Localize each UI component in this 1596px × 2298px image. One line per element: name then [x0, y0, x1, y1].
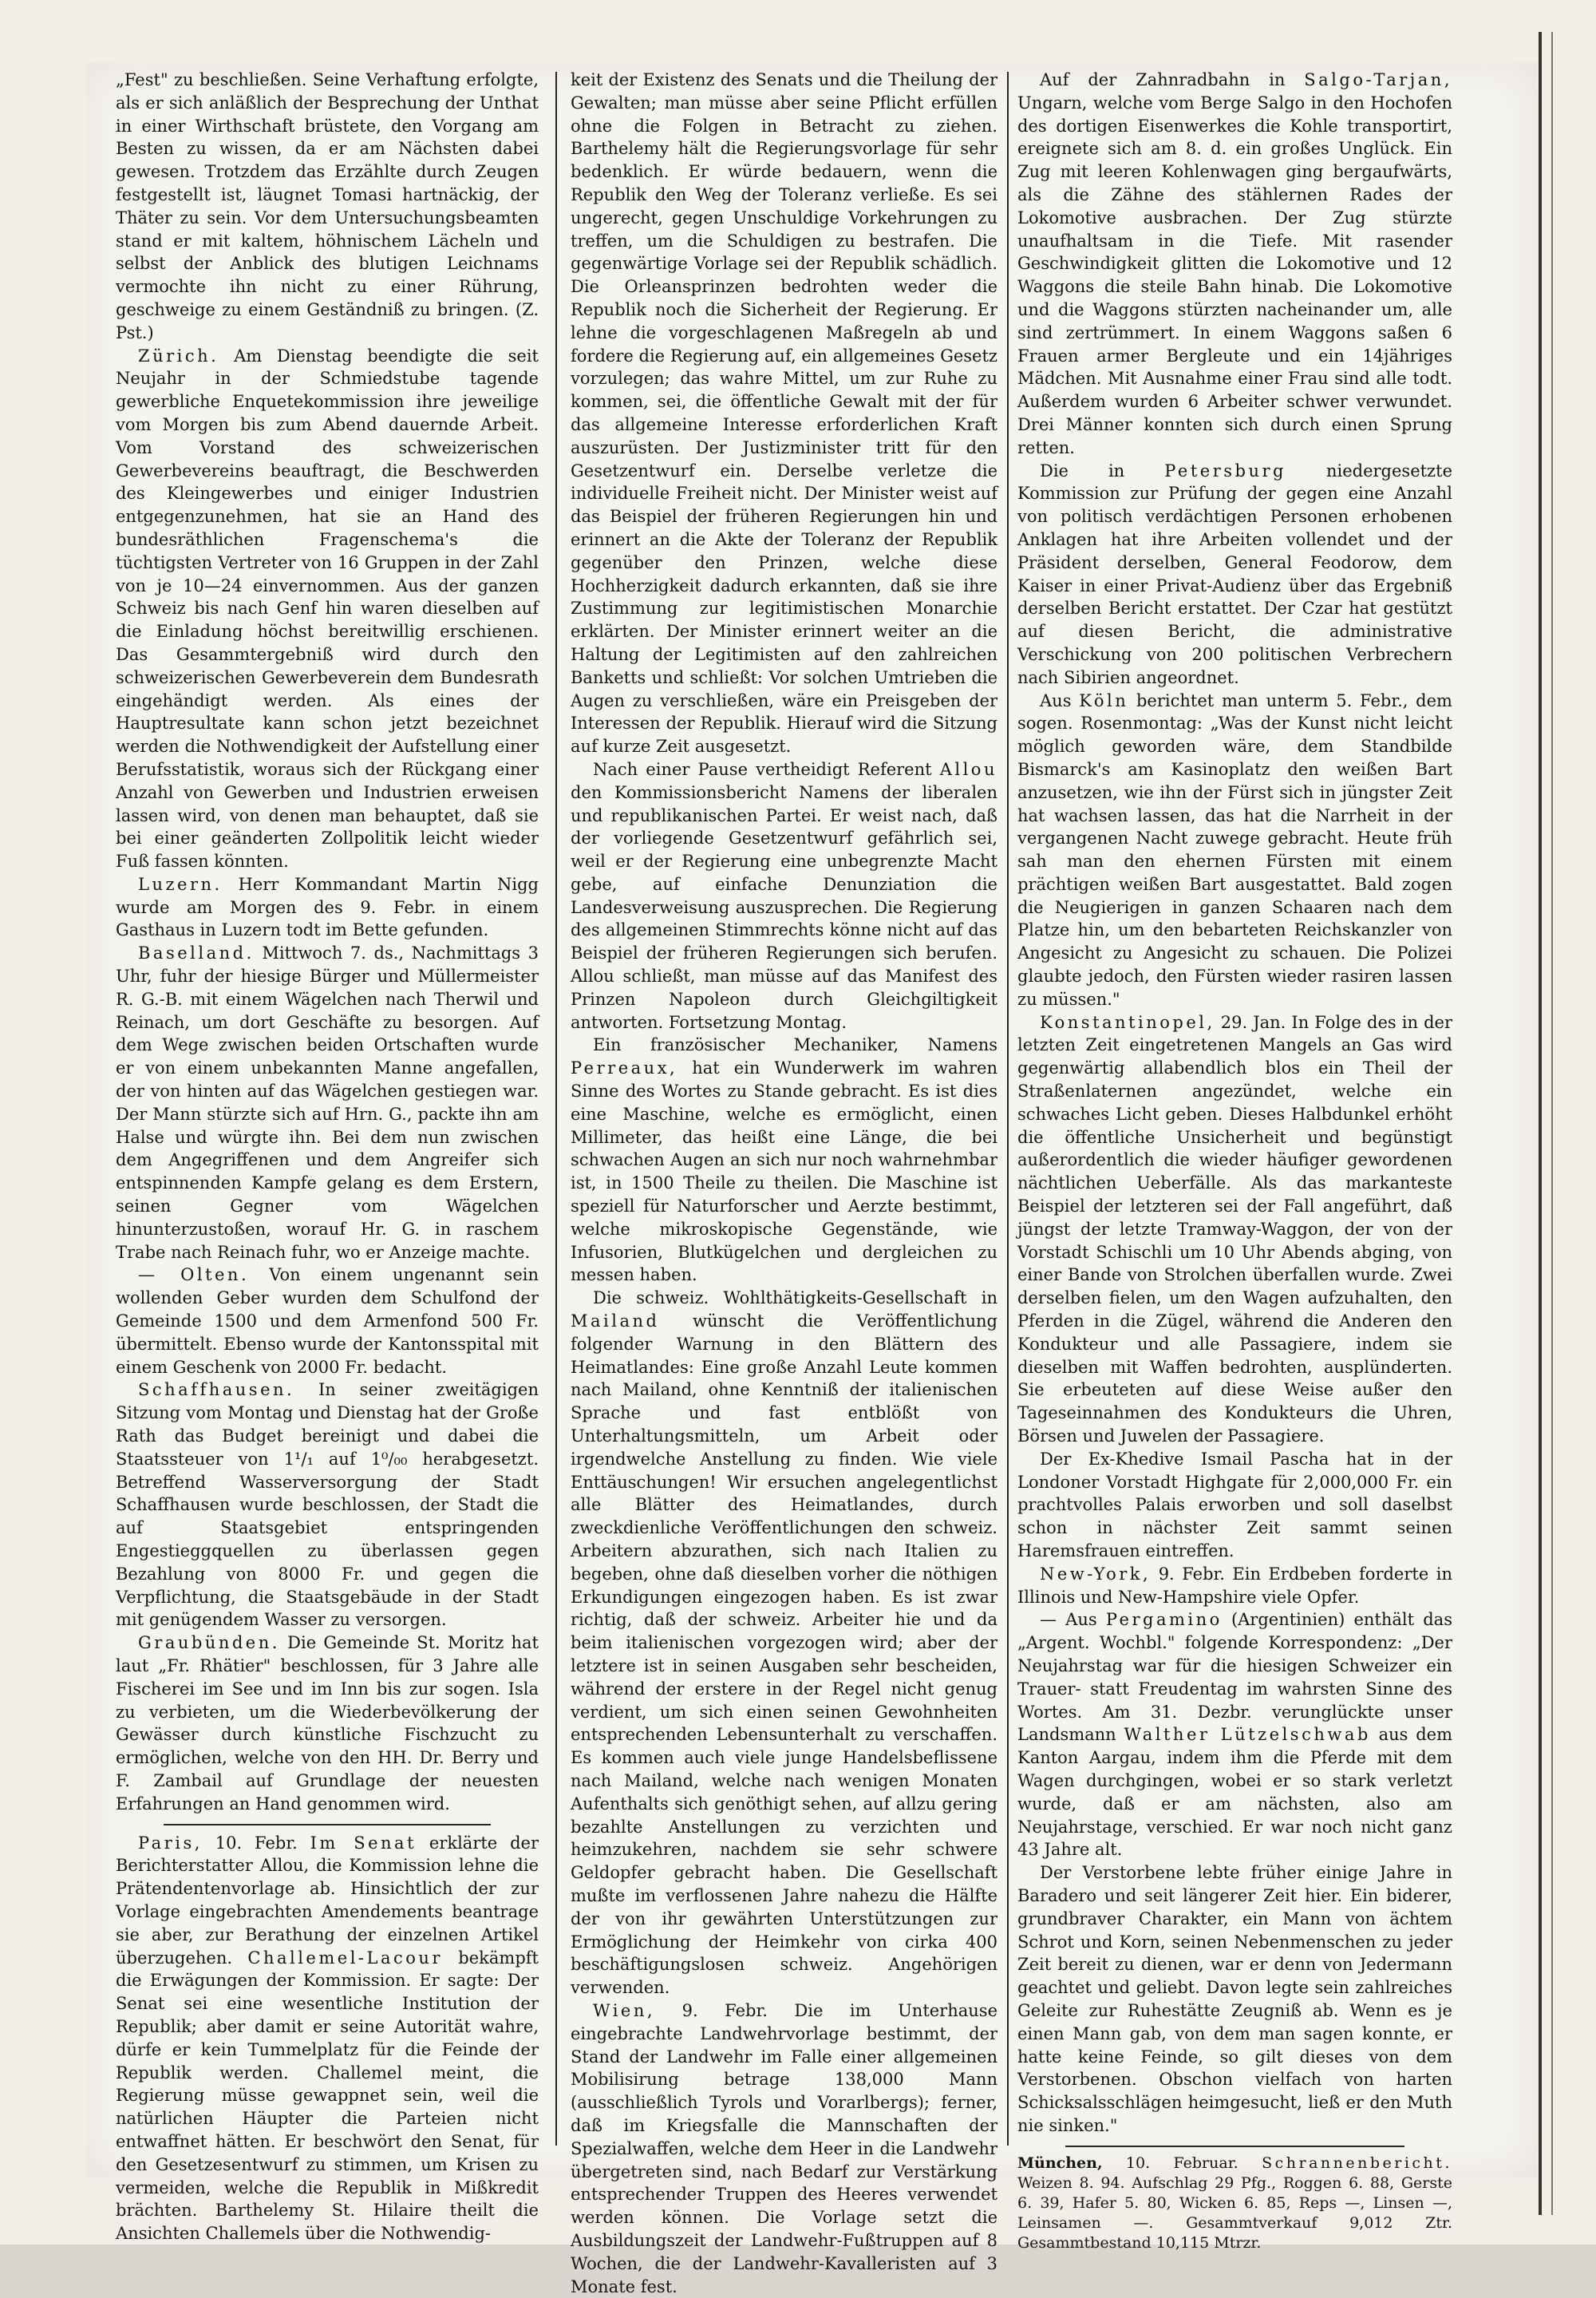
article-tomasi	[116, 69, 539, 345]
dateline-place: Schaffhausen.	[138, 1380, 295, 1400]
article-text: Ein französischer Mechaniker, Namens	[593, 1035, 998, 1055]
article-perreaux	[571, 1034, 998, 1287]
dateline-place: Wien,	[593, 2000, 656, 2020]
article-pergamino	[1017, 1608, 1452, 1861]
article-luzern	[116, 873, 539, 942]
article-schaffhausen	[116, 1378, 539, 1632]
dateline-place: — Olten.	[138, 1265, 250, 1285]
dateline-place: Paris,	[138, 1833, 203, 1853]
article-new-york	[1017, 1563, 1452, 1609]
article-wien	[571, 1999, 998, 2298]
page-edge-line-secondary	[1551, 32, 1553, 2215]
article-text: Der Ex-Khedive Ismail Pascha hat in der Londoner Vorstadt Highgate für 2,000,000 Fr. ein prachtvolles Palais erworben und soll daselbst schon in nächster Zeit sammt seinen Haremsfrauen eintreffen.	[1017, 1449, 1452, 1560]
dateline-place: Mailand	[571, 1311, 660, 1331]
column-3	[1017, 69, 1452, 2252]
emphasis-name: Walther Lützelschwab	[1124, 1725, 1371, 1745]
article-text: berichtet man unterm 5. Febr., dem sogen. Rosenmontag: „Was der Kunst nicht leicht möglich geworden wäre, dem Standbilde Bismarck's am Kasinoplatz den weißen Bart anzusetzen, wie ihn der Fürst sich in jüngster Zeit hat wachsen lassen, das hat die Narrheit in der vergangenen Nacht zuwege gebracht. Heute früh sah man den ehernen Fürsten mit einem prächtigen weißen Bart ausgestattet. Bald zogen die Neugierigen in ganzen Schaaren nach dem Platze hin, um den bebarteten Reichskanzler von Angesicht zu Angesicht zu schauen. Die Polizei glaubte jedoch, den Fürsten wieder rasiren lassen zu müssen."	[1017, 690, 1452, 1009]
dateline-place: Luzern.	[138, 874, 223, 894]
article-text: 9. Febr. Die im Unterhause eingebrachte Landwehrvorlage bestimmt, der Stand der Landwehr im Falle einer allgemeinen Mobilisirung betrage 138,000 Mann (ausschließlich Tyrols und Vorarlbergs); ferner, daß im Kriegsfalle die Mannschaften der Spezialwaffen, welche dem Heer in die Landwehr übergetreten sind, nach Bedarf zur Verstärkung entsprechender Truppen des Heeres verwendet werden können. Die Vorlage setzt die Ausbildungszeit der Landwehr-Fußtruppen auf 8 Wochen, die der Landwehr-Kavalleristen auf 3 Monate fest.	[571, 2000, 998, 2296]
dateline-place: Pergamino	[1105, 1610, 1223, 1630]
dateline-place: Graubünden.	[138, 1633, 280, 1653]
dateline-date: 10. Februar.	[1125, 2154, 1238, 2172]
article-olten	[116, 1264, 539, 1378]
article-text: hat ein Wunderwerk im wahren Sinne des Wortes zu Stande gebracht. Es ist dies eine Maschine, welche es ermöglicht, einen Millimeter, das heißt eine Länge, die bei schwachen Augen an sich nur noch wahrnehmbar ist, in 1500 Theile zu theilen. Die Maschine ist speziell für Naturforscher und Aerzte bestimmt, welche mikroskopische Gegenstände, wie Infusorien, Blutkügelchen und dergleichen zu messen haben.	[571, 1058, 998, 1285]
market-prices: Weizen 8. 94. Aufschlag 29 Pfg., Roggen 6. 88, Gerste 6. 39, Hafer 5. 80, Wicken 6. 85, Reps —, Linsen —, Leinsamen —. Gesammtverkauf 9,012 Ztr. Gesammtbestand 10,115 Mtrzr.	[1017, 2173, 1452, 2252]
article-paris	[116, 1832, 539, 2245]
column-2	[571, 69, 998, 2296]
article-text: In seiner zweitägigen Sitzung vom Montag und Dienstag hat der Große Rath das Budget bereinigt und dabei die Staatssteuer von 1¹/₁ auf 1⁰/₀₀ herabgesetzt. Betreffend Wasserversorgung der Stadt Schaffhausen wurde beschlossen, der Stadt die auf Staatsgebiet entspringenden Engestieggquellen zu überlassen gegen Bezahlung von 8000 Fr. und gegen die Verpflichtung, die Staatsgebäude in der Stadt mit genügendem Wasser zu versorgen.	[116, 1380, 539, 1630]
article-text: den Kommissionsbericht Namens der liberalen und republikanischen Partei. Er weist nach, daß der vorliegende Gesetzentwurf gefährlich sei, weil er der Regierung eine unbegrenzte Macht gebe, auf einfache Denunziation die Landesverweisung auszusprechen. Die Regierung des allgemeinen Stimmrechts könne nicht auf das Beispiel der früheren Regierungen sich berufen. Allou schließt, man müsse auf das Manifest des Prinzen Napoleon durch Gleichgiltigkeit antworten. Fortsetzung Montag.	[571, 782, 998, 1032]
dateline-place: München,	[1017, 2154, 1103, 2172]
article-text: Die in	[1040, 461, 1125, 481]
column-1	[116, 69, 539, 2244]
emphasis-text: Schrannenbericht.	[1262, 2154, 1452, 2172]
article-text: Nach einer Pause vertheidigt Referent	[593, 759, 932, 779]
article-text: Am Dienstag beendigte die seit Neujahr in der Schmiedstube tagende gewerbliche Enquetekommission ihre jeweilige vom Morgen bis zum Abend dauernde Arbeit. Vom Vorstand des schweizerischen Gewerbevereins beauftragt, die Beschwerden des Kleingewerbes und einiger Industrien entgegenzunehmen, hat sie an Hand des bundesräthlichen Fragenschema's die tüchtigsten Vertreter von 16 Gruppen in der Zahl von je 10—24 einvernommen. Aus der ganzen Schweiz bis nach Genf hin waren dieselben auf die Einladung höchst bereitwillig erschienen. Das Gesammtergebniß wird durch den schweizerischen Gewerbeverein dem Bundesrath eingehändigt werden. Als eines der Hauptresultate kann schon jetzt bezeichnet werden die Nothwendigkeit der Aufstellung einer Berufsstatistik, woraus sich der Rückgang einer Anzahl von Gewerben und Industrien erweisen lassen wird, von denen man behauptet, daß sie bei einer geänderten Zollpolitik leicht wieder Fuß fassen könnten.	[116, 346, 539, 872]
dateline-place: Salgo-Tarjan,	[1304, 70, 1452, 89]
article-zuerich	[116, 345, 539, 873]
source-attribution: (Z. Pst.)	[116, 299, 539, 342]
article-text: Der Verstorbene lebte früher einige Jahre in Baradero und seit längerer Zeit hier. Ein biderer, grundbraver Charakter, ein Mann von ächtem Schrot und Korn, seinen Nebenmenschen zu jeder Zeit bereit zu dienen, war er denn von Jedermann geachtet und geliebt. Davon legte sein zahlreiches Geleite zur Ruhestätte Zeugniß ab. Wenn es je einen Mann gab, von dem man sagen konnte, er hatte keine Feinde, so gilt dieses von dem Verstorbenen. Obschon vielfach von harten Schicksalsschlägen heimgesucht, ließ er den Muth nie sinken."	[1017, 1863, 1452, 2135]
article-baselland	[116, 942, 539, 1264]
page-edge-line	[1539, 32, 1542, 2215]
article-text: — Aus	[1040, 1610, 1097, 1630]
article-text: keit der Existenz des Senats und die Theilung der Gewalten; man müsse aber seine Pflicht erfüllen ohne die Folgen in Betracht zu ziehen. Barthelemy hält die Regierungsvorlage für sehr bedenklich. Er würde bedauern, wenn die Republik den Weg der Toleranz verließe. Es sei ungerecht, gegen Unschuldige Vorkehrungen zu treffen, um die Schuldigen zu bestrafen. Die gegenwärtige Vorlage sei der Republik schädlich. Die Orleansprinzen bedrohten weder die Republik noch die Sicherheit der Regierung. Er lehne die vorgeschlagenen Maßregeln ab und fordere die Regierung auf, ein allgemeines Gesetz vorzulegen; das wahre Mittel, um zur Ruhe zu kommen, sei, die öffentliche Gewalt mit der für das allgemeine Interesse erforderlichen Kraft auszurüsten. Der Justizminister tritt für den Gesetzentwurf ein. Derselbe verletze die individuelle Freiheit nicht. Der Minister weist auf das Beispiel der früheren Regierungen hin und erinnert an die Akte der Toleranz der Republik gegenüber den Prinzen, welche diese Hochherzigkeit dadurch erkannten, daß sie ihre Zustimmung zur legitimistischen Monarchie erklärten. Der Minister erinnert weiter an die Haltung der Legitimisten auf den zahlreichen Banketts und schließt: Vor solchen Umtrieben die Augen zu verschließen, wäre ein Preisgeben der Interessen der Republik. Hierauf wird die Sitzung auf kurze Zeit ausgesetzt.	[571, 70, 998, 757]
column-rule-right	[1007, 72, 1009, 2146]
article-khedive	[1017, 1448, 1452, 1563]
article-petersburg	[1017, 460, 1452, 690]
section-divider	[164, 1824, 491, 1825]
dateline-date: 10. Febr.	[215, 1833, 298, 1853]
section-divider	[1065, 2146, 1404, 2147]
article-text: bekämpft die Erwägungen der Kommission. Er sagte: Der Senat sei eine wesentliche Institution der Republik; aber damit er seine Autorität wahre, dürfe er kein Tummelplatz für die Feinde der Republik werden. Challemel meint, die Regierung müsse gewappnet sein, weil die natürlichen Häupter die Parteien nicht entwaffnet hätten. Er beschwört den Senat, für den Gesetzesentwurf zu stimmen, um Krisen zu vermeiden, welche die Republik in Mißkredit brächten. Barthelemy St. Hilaire theilt die Ansichten Challemels über die Nothwendig-	[116, 1948, 539, 2244]
article-text: niedergesetzte Kommission zur Prüfung der gegen eine Anzahl von politisch verdächtigen Personen erhobenen Anklagen hat ihre Arbeiten vollendet und der Präsident derselben, General Feodorow, dem Kaiser in einer Privat-Audienz über das Ergebniß derselben Bericht erstattet. Der Czar hat gestützt auf diesen Bericht, die administrative Verschickung von 200 politischen Verbrechern nach Sibirien angeordnet.	[1017, 461, 1452, 687]
emphasis-name: Allou	[939, 759, 998, 779]
article-text: Die Gemeinde St. Moritz hat laut „Fr. Rhätier" beschlossen, für 3 Jahre alle Fischerei im See und im Inn bis zur sogen. Isla zu verbieten, um die Wiederbevölkerung der Gewässer durch künstliche Fischzucht zu ermöglichen, welche von den HH. Dr. Berry und F. Zambail auf Grundlage der neuesten Erfahrungen an Hand genommen wird.	[116, 1633, 539, 1813]
article-text: 9. Febr. Ein Erdbeben forderte in Illinois und New-Hampshire viele Opfer.	[1017, 1564, 1452, 1607]
article-salgo-tarjan	[1017, 69, 1452, 460]
article-text: Von einem ungenannt sein wollenden Geber wurden dem Schulfond der Gemeinde 1500 und dem Armenfond 500 Fr. übermittelt. Ebenso wurde der Kantonsspital mit einem Geschenk von 2000 Fr. bedacht.	[116, 1265, 539, 1377]
article-text: Auf der Zahnradbahn in	[1040, 70, 1286, 89]
emphasis-name: Perreaux,	[571, 1058, 678, 1078]
article-koeln	[1017, 690, 1452, 1011]
market-report	[1017, 2154, 1452, 2253]
article-text: (Argentinien) enthält das „Argent. Wochbl." folgende Korrespondenz: „Der Neujahrstag war für die hiesigen Schweizer ein Trauer- statt Freudentag im wahrsten Sinne des Wortes. Am 31. Dezbr. verunglückte unser Landsmann	[1017, 1610, 1452, 1745]
dateline-place: Petersburg	[1164, 461, 1286, 481]
article-text: 29. Jan. In Folge des in der letzten Zeit eingetretenen Mangels an Gas wird gegenwärtig allabendlich blos ein Theil der Straßenlaternen angezündet, welche ein schwaches Licht geben. Dieses Halbdunkel erhöht die öffentliche Unsicherheit und begünstigt außerordentlich die wieder häufiger gewordenen nächtlichen Ueberfälle. Als das markanteste Beispiel der letzteren sei der Fall angeführt, daß jüngst der letzte Tramway-Waggon, der von der Vorstadt Schischli um 10 Uhr Abends abging, von einer Bande von Strolchen überfallen wurde. Zwei derselben fielen, um den Wagen aufzuhalten, den Pferden in die Zügel, während die Anderen den Kondukteur und alle Passagiere, indem sie dieselben mit Waffen bedrohten, ausplünderten. Sie erbeuteten auf diese Weise außer den Tageseinnahmen des Kondukteurs die Uhren, Börsen und Juwelen der Passagiere.	[1017, 1012, 1452, 1446]
dateline-place: Zürich.	[138, 346, 219, 366]
article-text: aus dem Kanton Aargau, indem ihm die Pferde mit dem Wagen durchgingen, wobei er so stark verletzt wurde, daß er am nächsten, also am Neujahrstage, verschied. Er war noch nicht ganz 43 Jahre alt.	[1017, 1725, 1452, 1860]
article-text: wünscht die Veröffentlichung folgender Warnung in den Blättern des Heimatlandes: Eine große Anzahl Leute kommen nach Mailand, ohne Kenntniß der italienischen Sprache und fast entblößt von Unterhaltungsmitteln, um Arbeit oder irgendwelche Anstellung zu finden. Wie viele Enttäuschungen! Wir ersuchen angelegentlichst alle Blätter des Heimatlandes, durch zweckdienliche Veröffentlichungen den schweiz. Arbeitern abzurathen, sich nach Italien zu begeben, ohne daß dieselben vorher die nöthigen Erkundigungen eingezogen haben. Es ist zwar richtig, daß der schweiz. Arbeiter hie und da beim italienischen vorgezogen wird; aber der letztere ist in seinen Ausgaben sehr bescheiden, während der erstere in der Regel nicht genug verdient, um sich einen seinen Gewohnheiten entsprechenden Lebensunterhalt zu verschaffen. Es kommen auch viele junge Handelsbeflissene nach Mailand, welche nach wenigen Monaten Aufenthalts sich genöthigt sehen, auf allzu gering bezahlte Anstellungen zu verzichten und heimzukehren, nachdem sie sehr schwere Geldopfer gebracht haben. Die Gesellschaft mußte im verflossenen Jahre nahezu die Hälfte der von ihr gewährten Unterstützungen zur Ermöglichung der Heimkehr von cirka 400 beschäftigungslosen schweiz. Angehörigen verwenden.	[571, 1311, 998, 1998]
article-text: Herr Kommandant Martin Nigg wurde am Morgen des 9. Febr. in einem Gasthaus in Luzern todt im Bette gefunden.	[116, 874, 539, 940]
article-text: Aus	[1040, 690, 1072, 710]
emphasis-text: Im Senat	[310, 1833, 417, 1853]
dateline-place: New-York,	[1040, 1564, 1152, 1584]
dateline-place: Konstantinopel,	[1040, 1012, 1215, 1032]
article-text: Mittwoch 7. ds., Nachmittags 3 Uhr, fuhr der hiesige Bürger und Müllermeister R. G.-B. mit einem Wägelchen nach Therwil und Reinach, um dort Geschäfte zu besorgen. Auf dem Wege zwischen beiden Ortschaften wurde er von einem unbekannten Manne angefallen, der von hinten auf das Wägelchen gestiegen war. Der Mann stürzte sich auf Hrn. G., packte ihn am Halse und würgte ihn. Bei dem nun zwischen dem Angegriffenen und dem Angreifer sich entspinnenden Kampfe gelang es dem Erstern, seinen Gegner vom Wägelchen hinunterzustoßen, worauf Hr. G. in raschem Trabe nach Reinach fuhr, wo er Anzeige machte.	[116, 943, 539, 1262]
article-obituary	[1017, 1861, 1452, 2138]
article-konstantinopel	[1017, 1011, 1452, 1448]
article-text: Die schweiz. Wohlthätigkeits-Gesellschaft in	[593, 1288, 998, 1308]
column-rule-left	[555, 72, 557, 2146]
article-allou	[571, 758, 998, 1034]
article-text: „Fest" zu beschließen. Seine Verhaftung erfolgte, als er sich anläßlich der Besprechung der Unthat in einer Wirthschaft brüstete, den Vorgang am Besten zu wissen, da er am Nächsten dabei gewesen. Trotzdem das Erzählte durch Zeugen festgestellt ist, läugnet Tomasi hartnäckig, der Thäter zu sein. Vor dem Untersuchungsbeamten stand er mit kaltem, höhnischem Lächeln und selbst der Anblick des blutigen Leichnams vermochte ihn nicht zu einer Rührung, geschweige zu einem Geständniß zu bringen.	[116, 70, 539, 319]
article-text: erklärte der Berichterstatter Allou, die Kommission lehne die Prätendentenvorlage ab. Hinsichtlich der zur Vorlage eingebrachten Amendements beantrage sie aber, zur Berathung der einzelnen Artikel überzugehen.	[116, 1833, 539, 1968]
dateline-place: Köln	[1079, 690, 1129, 710]
dateline-place: Baselland.	[138, 943, 255, 963]
article-mailand	[571, 1287, 998, 1999]
article-text: Ungarn, welche vom Berge Salgo in den Hochofen des dortigen Eisenwerkes die Kohle transportirt, ereignete sich am 8. d. ein großes Unglück. Ein Zug mit leeren Kohlenwagen ging bergaufwärts, als die Zähne des stählernen Rades der Lokomotive ausbrachen. Der Zug stürzte unaufhaltsam in die Tiefe. Mit rasender Geschwindigkeit glitten die Lokomotive und 12 Waggons die steile Bahn hinab. Die Lokomotive und die Waggons stürzten nacheinander um, alle sind zertrümmert. In einem Waggons saßen 6 Frauen armer Bergleute und ein 14jähriges Mädchen. Mit Ausnahme einer Frau sind alle todt. Außerdem wurden 6 Arbeiter schwer verwundet. Drei Männer konnten sich durch einen Sprung retten.	[1017, 93, 1452, 457]
emphasis-name: Challemel-Lacour	[247, 1948, 443, 1968]
article-graubuenden	[116, 1632, 539, 1815]
article-senate-cont	[571, 69, 998, 758]
